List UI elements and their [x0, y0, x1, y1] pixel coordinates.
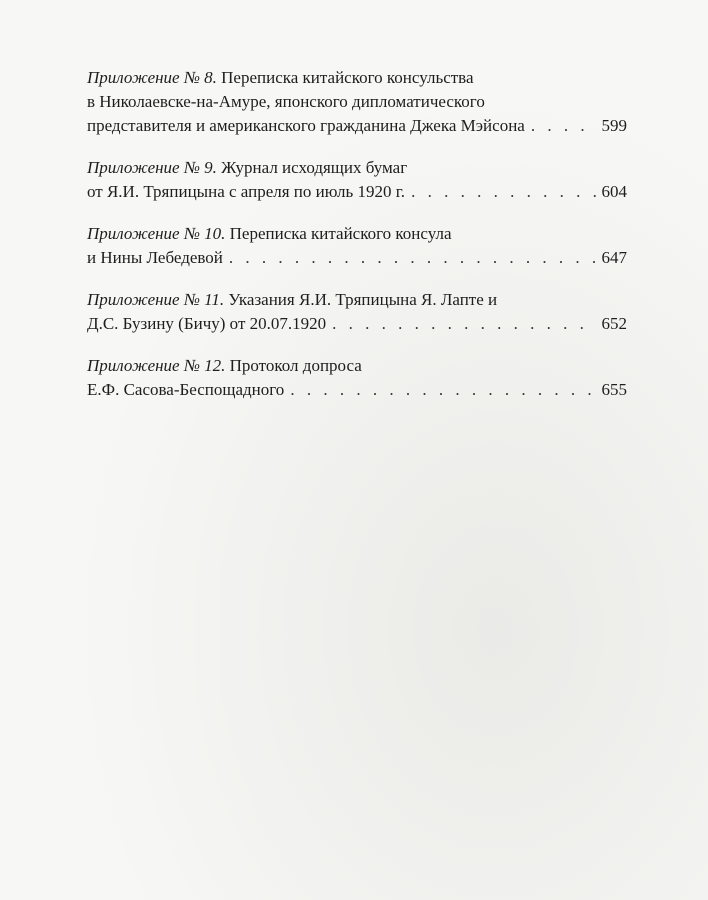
page-number: 655 — [601, 380, 627, 399]
toc-entry-title-end: и Нины Лебедевой — [87, 248, 223, 267]
table-of-contents — [87, 66, 627, 420]
appendix-label: Приложение № 11. — [87, 290, 225, 309]
toc-entry-first-line — [87, 156, 627, 180]
toc-entry-last-line — [87, 312, 627, 336]
toc-entry-title-end: от Я.И. Тряпицына с апреля по июль 1920 г. — [87, 182, 406, 201]
page-number: 599 — [601, 116, 627, 135]
toc-entry-title-end: Д.С. Бузину (Бичу) от 20.07.1920 — [87, 314, 327, 333]
toc-entry-title: Переписка китайского консула — [229, 224, 452, 243]
dot-leader — [332, 312, 595, 336]
dot-leader — [290, 378, 595, 402]
toc-entry-first-line — [87, 354, 627, 378]
toc-entry-last-line — [87, 180, 627, 204]
toc-entry-title: Переписка китайского консульства — [221, 68, 474, 87]
toc-entry-last-line — [87, 378, 627, 402]
appendix-label: Приложение № 9. — [87, 158, 217, 177]
toc-entry-title-end: представителя и американского гражданина Джека Мэйсона — [87, 116, 525, 135]
toc-entry-appendix-11 — [87, 288, 627, 336]
toc-entry-title: Указания Я.И. Тряпицына Я. Лапте и — [228, 290, 498, 309]
toc-entry-title: Журнал исходящих бумаг — [221, 158, 408, 177]
toc-entry-appendix-12 — [87, 354, 627, 402]
toc-entry-appendix-8 — [87, 66, 627, 138]
appendix-label: Приложение № 10. — [87, 224, 226, 243]
dot-leader — [411, 180, 595, 204]
dot-leader — [229, 246, 596, 270]
toc-entry-first-line — [87, 222, 627, 246]
page-number: 647 — [601, 248, 627, 267]
toc-entry-appendix-9 — [87, 156, 627, 204]
appendix-label: Приложение № 8. — [87, 68, 217, 87]
toc-entry-last-line — [87, 246, 627, 270]
page-number: 604 — [601, 182, 627, 201]
page-number: 652 — [601, 314, 627, 333]
toc-entry-first-line — [87, 66, 627, 90]
toc-entry-title-continued: в Николаевске-на-Амуре, японского дипломатического — [87, 92, 485, 111]
dot-leader — [531, 114, 596, 138]
toc-entry-title-end: Е.Ф. Сасова-Беспощадного — [87, 380, 285, 399]
toc-entry-first-line — [87, 288, 627, 312]
toc-entry-appendix-10 — [87, 222, 627, 270]
toc-entry-last-line — [87, 114, 627, 138]
appendix-label: Приложение № 12. — [87, 356, 226, 375]
toc-entry-title: Протокол допроса — [229, 356, 362, 375]
